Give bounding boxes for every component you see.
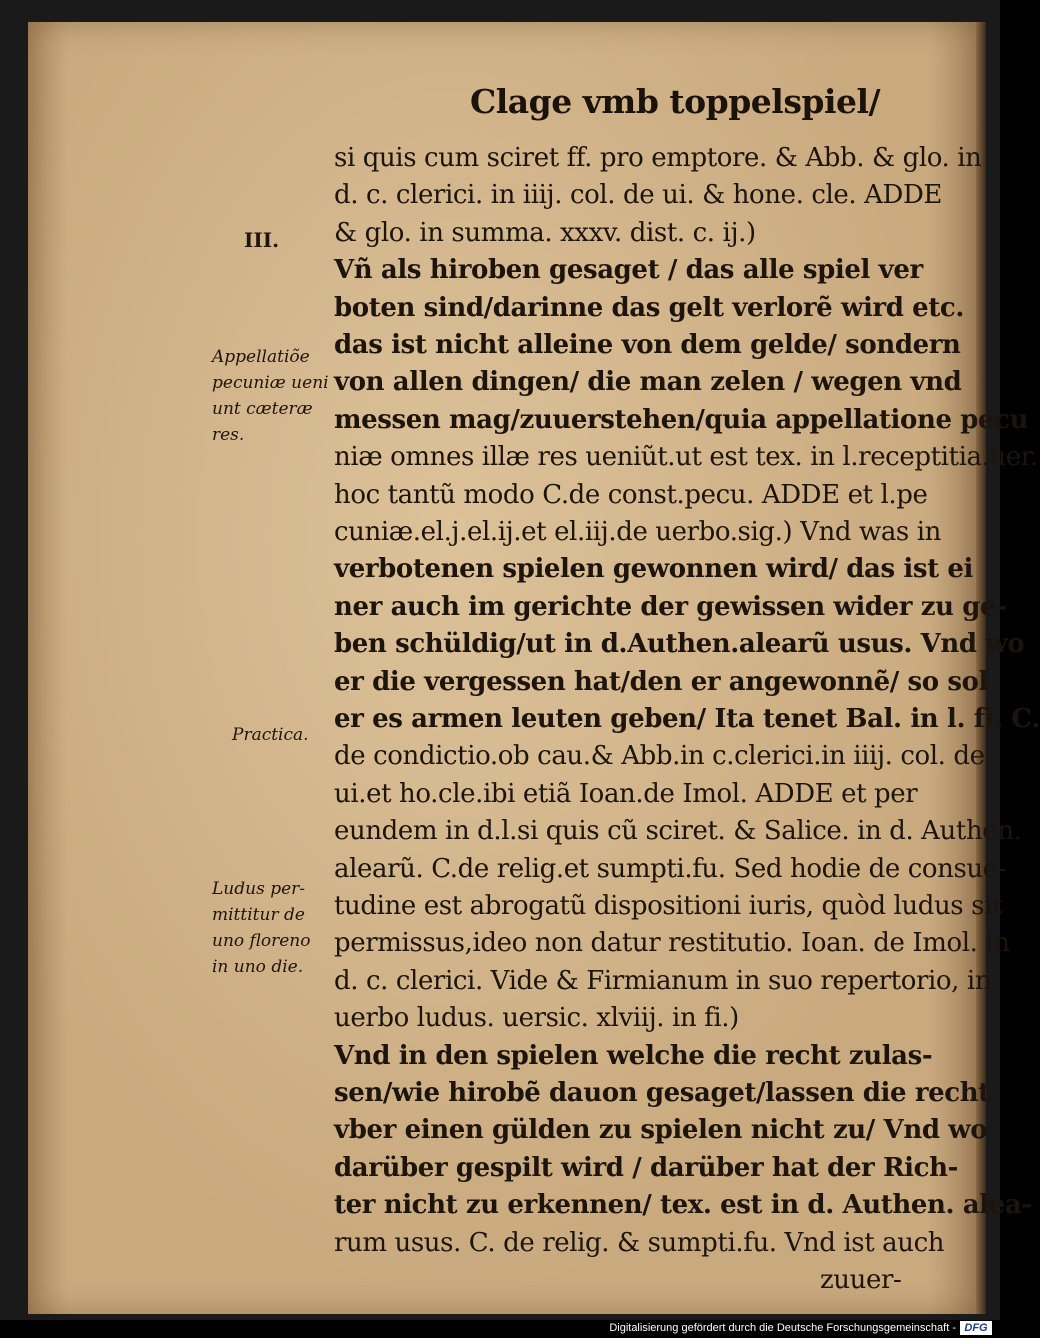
text-line: ter nicht zu erkennen/ tex. est in d. Authen. alea- [334, 1190, 1032, 1221]
running-title: Clage vmb toppelspiel/ [470, 82, 881, 121]
margin-note-line: unt cæteræ [212, 399, 313, 419]
text-line: si quis cum sciret ff. pro emptore. & Abb. & glo. in [334, 143, 982, 173]
margin-note-line: Practica. [232, 725, 309, 745]
text-line: vber einen gülden zu spielen nicht zu/ Vnd wo [334, 1115, 988, 1146]
margin-note-line: res. [212, 425, 245, 445]
text-line: hoc tantũ modo C.de const.pecu. ADDE et l.pe [334, 479, 928, 510]
text-line: tudine est abrogatũ dispositioni iuris, quòd ludus sit [334, 891, 1003, 921]
text-line: & glo. in summa. xxxv. dist. c. ij.) [334, 217, 756, 248]
text-line: ben schüldig/ut in d.Authen.alearũ usus. Vnd wo [334, 629, 1025, 660]
text-line: messen mag/zuuerstehen/quia appellatione pecu [334, 404, 1029, 435]
text-line: ui.et ho.cle.ibi etiã Ioan.de Imol. ADDE et per [334, 778, 918, 809]
text-line: Vnd in den spielen welche die recht zulas- [334, 1040, 933, 1071]
margin-note-line: Appellatiõe [212, 347, 310, 367]
margin-note-line: uno floreno [212, 931, 311, 951]
text-line: uerbo ludus. uersic. xlviij. in fi.) [334, 1003, 739, 1034]
margin-note-line: in uno die. [212, 957, 304, 977]
text-line: alearũ. C.de relig.et sumpti.fu. Sed hodie de consue- [334, 853, 1007, 884]
text-line: verbotenen spielen gewonnen wird/ das ist ei [334, 554, 973, 585]
text-line: Vñ als hiroben gesaget / das alle spiel ver [334, 255, 923, 286]
text-line: er es armen leuten geben/ Ita tenet Bal. in l. fi. C. [334, 704, 1040, 734]
text-line: er die vergessen hat/den er angewonnẽ/ so sol [334, 666, 988, 697]
text-line: darüber gespilt wird / darüber hat der Rich- [334, 1152, 958, 1183]
dfg-logo: DFG [960, 1321, 992, 1335]
text-line: de condictio.ob cau.& Abb.in c.clerici.in iiij. col. de [334, 741, 985, 772]
margin-note-line: Ludus per- [212, 879, 306, 899]
text-line: eundem in d.l.si quis cũ sciret. & Salice. in d. Authen. [334, 816, 1022, 847]
text-line: cuniæ.el.j.el.ij.et el.iij.de uerbo.sig.) Vnd was in [334, 517, 941, 547]
text-line: permissus,ideo non datur restitutio. Ioan. de Imol. in [334, 928, 1010, 959]
text-line: von allen dingen/ die man zelen / wegen vnd [334, 367, 962, 398]
margin-note-line: pecuniæ ueni [212, 373, 329, 393]
margin-note-line: mittitur de [212, 905, 305, 925]
text-line: d. c. clerici. Vide & Firmianum in suo repertorio, in [334, 965, 992, 996]
text-line: niæ omnes illæ res ueniũt.ut est tex. in l.receptitia.uer. [334, 442, 1038, 473]
text-line: ner auch im gerichte der gewissen wider zu ge- [334, 591, 1007, 622]
text-line: rum usus. C. de relig. & sumpti.fu. Vnd ist auch [334, 1227, 945, 1258]
text-line: d. c. clerici. in iiij. col. de ui. & hone. cle. ADDE [334, 180, 942, 211]
funding-credit: Digitalisierung gefördert durch die Deutsche Forschungsgemeinschaft - [609, 1322, 956, 1334]
text-line: das ist nicht alleine von dem gelde/ sondern [334, 330, 961, 360]
paragraph-numeral: III. [244, 228, 280, 252]
text-line: sen/wie hirobẽ dauon gesaget/lassen die recht [334, 1078, 990, 1108]
text-line: zuuer- [820, 1265, 902, 1295]
text-line: boten sind/darinne das gelt verlorẽ wird etc. [334, 292, 964, 323]
